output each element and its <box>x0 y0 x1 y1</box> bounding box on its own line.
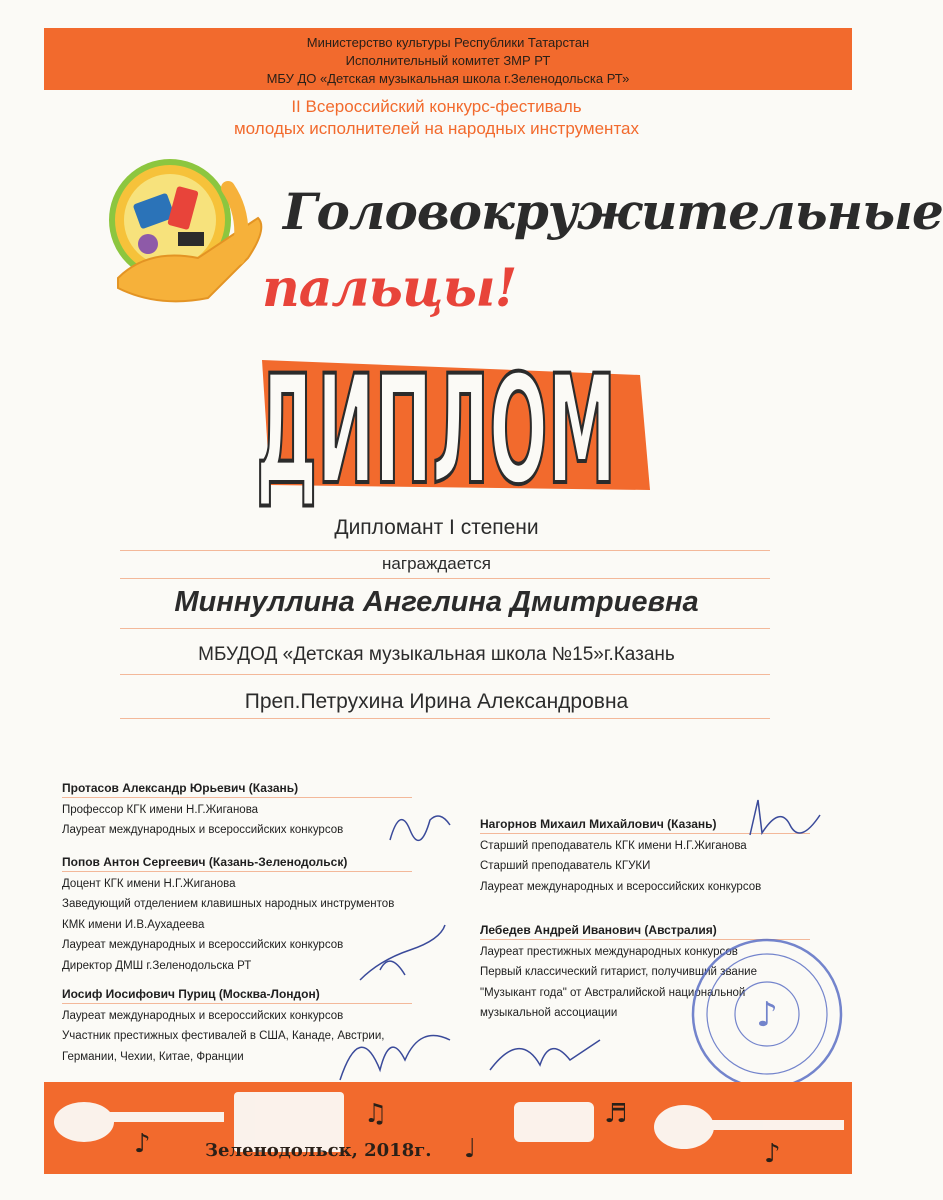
svg-text:♫: ♫ <box>364 1099 388 1129</box>
jury-line: Директор ДМШ г.Зеленодольска РТ <box>62 959 252 972</box>
jury-line: Лауреат международных и всероссийских конкурсов <box>62 1009 344 1022</box>
jury-line: Старший преподаватель КГК имени Н.Г.Жиганова <box>480 839 747 852</box>
rule <box>120 578 770 579</box>
festival-title-line2: пальцы! <box>262 258 517 319</box>
contest-title-line2: молодых исполнителей на народных инструментах <box>233 119 639 138</box>
footer-instruments <box>44 1082 852 1174</box>
signature <box>330 1010 460 1090</box>
jury-line: Германии, Чехии, Китае, Франции <box>62 1050 244 1063</box>
jury-name: Лебедев Андрей Иванович (Австралия) <box>480 923 717 937</box>
jury-line: Старший преподаватель КГУКИ <box>480 860 651 872</box>
jury-line: Профессор КГК имени Н.Г.Жиганова <box>62 803 259 816</box>
jury-name: Попов Антон Сергеевич (Казань-Зеленодольск) <box>62 855 348 869</box>
svg-text:♬: ♬ <box>604 1099 628 1129</box>
contest-title-line1: II Всероссийский конкурс-фестиваль <box>291 97 582 116</box>
awarded-label: награждается <box>382 554 491 573</box>
header-committee: Исполнительный комитет ЗМР РТ <box>345 53 551 68</box>
jury-line: музыкальной ассоциации <box>480 1007 618 1019</box>
winner-name: Миннуллина Ангелина Дмитриевна <box>174 586 699 618</box>
signature <box>740 795 830 840</box>
jury-line: Участник престижных фестивалей в США, Канаде, Австрии, <box>62 1030 385 1042</box>
jury-member <box>62 778 412 841</box>
jury-line: "Музыкант года" от Австралийской национальной <box>480 986 746 999</box>
jury-line: КМК имени И.В.Аухадеева <box>62 918 205 931</box>
svg-text:♪: ♪ <box>756 995 778 1035</box>
signature <box>480 1020 610 1080</box>
school-name: МБУДОД «Детская музыкальная школа №15»г.Казань <box>198 644 675 665</box>
teacher-name: Преп.Петрухина Ирина Александровна <box>244 690 629 713</box>
jury-line: Первый классический гитарист, получивший звание <box>480 966 757 978</box>
signature <box>380 800 460 850</box>
svg-text:♩: ♩ <box>464 1134 477 1164</box>
festival-logo <box>108 158 278 308</box>
jury-name: Протасов Александр Юрьевич (Казань) <box>62 781 299 795</box>
svg-text:♪: ♪ <box>764 1139 781 1169</box>
header-school: МБУ ДО «Детская музыкальная школа г.Зеленодольска РТ» <box>266 71 630 86</box>
jury-line: Лауреат международных и всероссийских конкурсов <box>62 939 344 951</box>
official-stamp <box>687 934 847 1094</box>
jury-line: Заведующий отделением клавишных народных инструментов <box>62 898 395 910</box>
footer-band <box>44 1082 852 1174</box>
jury-line: Доцент КГК имени Н.Г.Жиганова <box>62 877 236 890</box>
rule <box>120 628 770 629</box>
festival-title-line1: Головокружительные <box>283 182 943 241</box>
diploma-title: ДИПЛОМ <box>256 344 616 518</box>
rule <box>120 550 770 551</box>
header-ministry: Министерство культуры Республики Татарстан <box>306 35 590 50</box>
svg-text:♪: ♪ <box>134 1129 151 1159</box>
jury-line: Лауреат престижных международных конкурсов <box>480 945 738 958</box>
rule <box>120 718 770 719</box>
jury-name: Иосиф Иосифович Пуриц (Москва-Лондон) <box>62 987 320 1001</box>
diploma-heading <box>0 320 873 520</box>
degree: Дипломант I степени <box>334 516 539 539</box>
signature <box>350 920 450 990</box>
jury-name: Нагорнов Михаил Михайлович (Казань) <box>480 817 717 831</box>
header-band <box>44 28 852 90</box>
rule <box>120 674 770 675</box>
footer-city-year: Зеленодольск, 2018г. <box>205 1140 432 1161</box>
jury-line: Лауреат международных и всероссийских конкурсов <box>62 824 344 836</box>
jury-line: Лауреат международных и всероссийских конкурсов <box>480 880 762 893</box>
